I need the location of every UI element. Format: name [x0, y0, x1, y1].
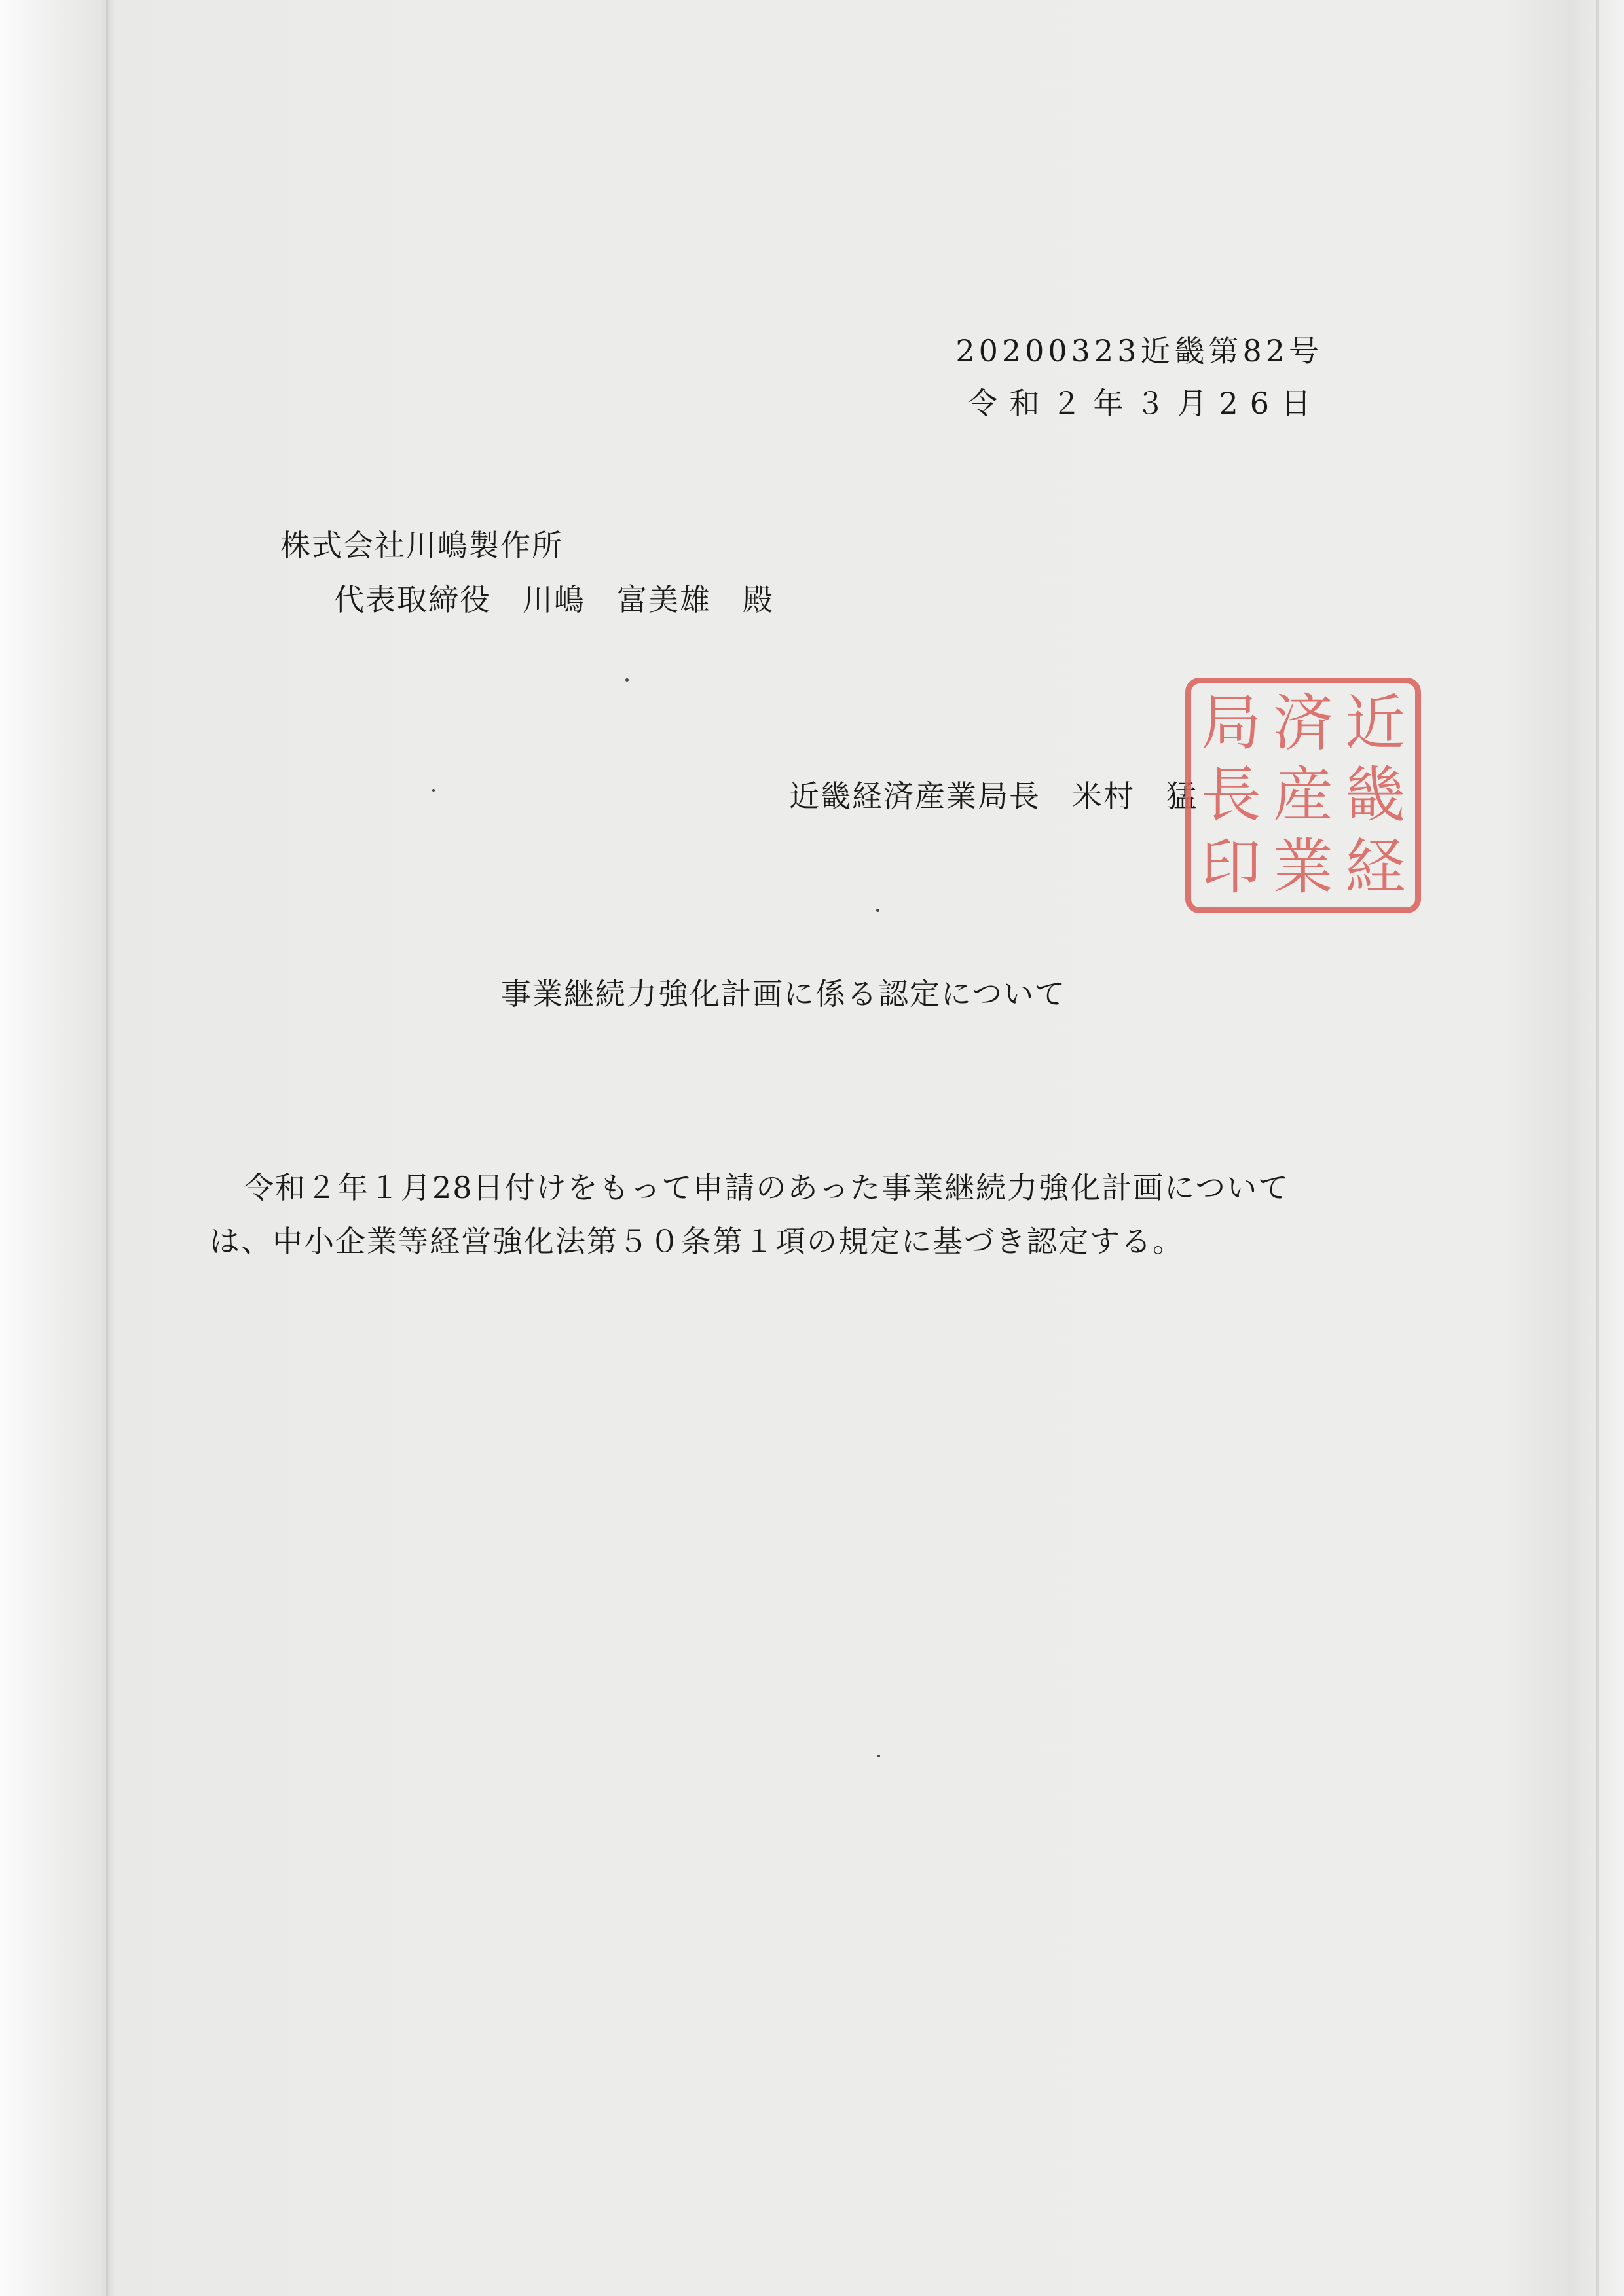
scan-speck [877, 1755, 880, 1757]
body-text-line-1: 令和２年１月28日付けをもって申請のあった事業継続力強化計画について [244, 1170, 1290, 1205]
seal-character: 印 [1201, 832, 1262, 902]
seal-character: 産 [1273, 760, 1334, 830]
paper-fold-line [106, 0, 108, 2296]
document-number: 20200323近畿第82号 [955, 333, 1323, 369]
seal-character: 業 [1273, 832, 1334, 902]
seal-character: 済 [1273, 688, 1334, 758]
seal-character: 畿 [1345, 760, 1406, 830]
seal-character: 近 [1345, 688, 1406, 758]
document-title: 事業継続力強化計画に係る認定について [501, 976, 1067, 1011]
seal-character: 経 [1345, 832, 1406, 902]
scan-speck [432, 789, 435, 792]
scan-speck [876, 909, 879, 912]
body-text-line-2: は、中小企業等経営強化法第５０条第１項の規定に基づき認定する。 [210, 1224, 1184, 1259]
seal-character: 局 [1201, 688, 1262, 758]
scan-speck [625, 678, 629, 682]
official-seal-stamp [1185, 678, 1421, 913]
seal-character: 長 [1201, 760, 1262, 830]
paper-edge-shadow [1596, 0, 1599, 2296]
recipient-person: 代表取締役 川嶋 富美雄 殿 [334, 582, 774, 617]
document-date: 令和２年３月26日 [967, 386, 1323, 421]
sender-name: 近畿経済産業局長 米村 猛 [789, 778, 1198, 814]
recipient-company: 株式会社川嶋製作所 [280, 528, 563, 563]
